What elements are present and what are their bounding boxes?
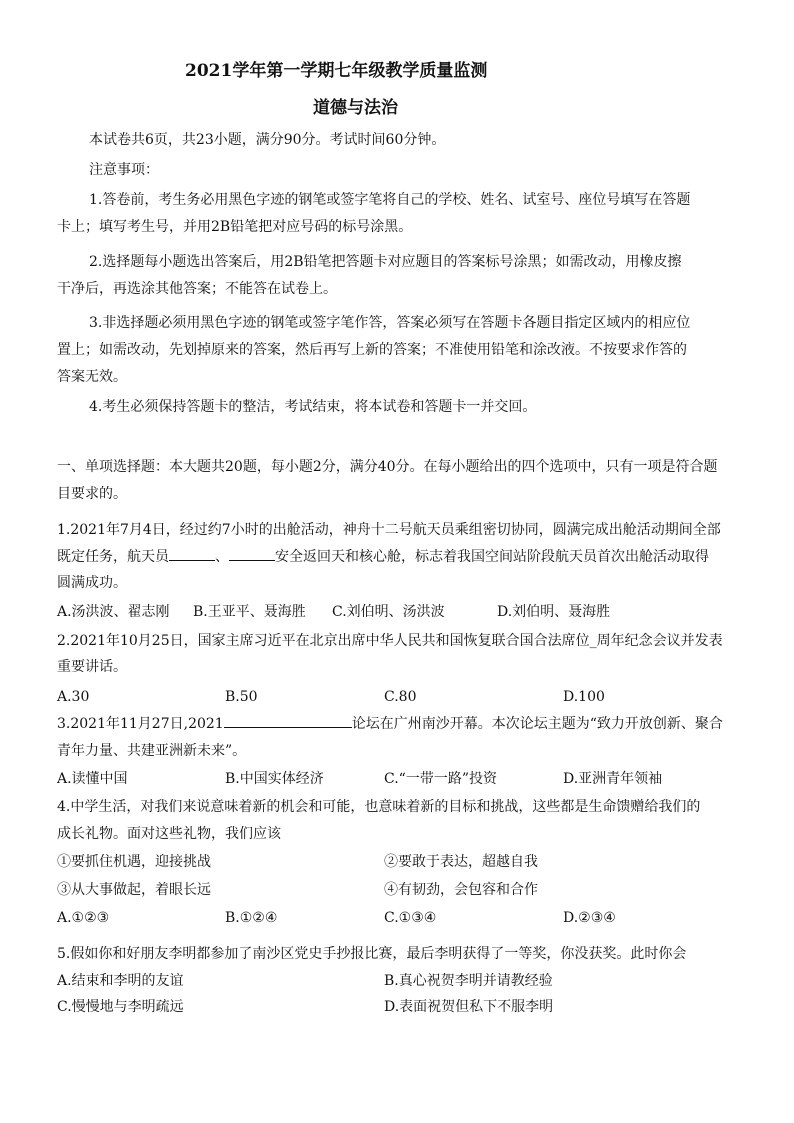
question-1-option-c: C.刘伯明、汤洪波 <box>332 604 445 620</box>
question-2-line-1: 2.2021年10月25日，国家主席习近平在北京出席中华人民共和国恢复联合国合法席位_周年纪念会议并发表 <box>57 633 723 649</box>
question-3-line-2: 青年力量、共建亚洲新未来”。 <box>57 743 247 759</box>
question-4-option-b: B.①②④ <box>225 910 278 926</box>
question-2-line-2: 重要讲话。 <box>57 659 127 675</box>
question-4-statement-3: ③从大事做起，着眼长远 <box>57 882 211 898</box>
question-1-option-b: B.王亚平、聂海胜 <box>193 604 306 620</box>
question-5-line-1: 5.假如你和好朋友李明都参加了南沙区党史手抄报比赛，最后李明获得了一等奖，你没获奖。此时你会 <box>57 946 687 962</box>
question-4-statement-1: ①要抓住机遇，迎接挑战 <box>57 854 211 870</box>
question-3-option-c: C.“一带一路”投资 <box>384 771 497 787</box>
question-4-line-2: 成长礼物。面对这些礼物，我们应该 <box>57 826 281 842</box>
question-5-option-c: C.慢慢地与李明疏远 <box>57 999 184 1015</box>
instructions-intro: 本试卷共6页，共23小题，满分90分。考试时间60分钟。 <box>89 132 446 148</box>
question-2-option-c: C.80 <box>384 689 417 705</box>
question-1-text-a: 既定任务，航天员 <box>57 549 169 565</box>
question-3-option-d: D.亚洲青年领袖 <box>563 771 663 787</box>
section-1-heading-line-2: 目要求的。 <box>57 486 127 502</box>
question-2-option-a: A.30 <box>57 689 90 705</box>
question-5-option-a: A.结束和李明的友谊 <box>57 973 184 989</box>
instruction-4: 4.考生必须保持答题卡的整洁，考试结束，将本试卷和答题卡一并交回。 <box>89 399 537 415</box>
answer-blank <box>224 727 352 728</box>
question-2-option-b: B.50 <box>225 689 258 705</box>
section-1-heading-line-1: 一、单项选择题：本大题共20题，每小题2分，满分40分。在每小题给出的四个选项中，只有一项是符合题 <box>57 459 718 475</box>
exam-title: 2021学年第一学期七年级教学质量监测 <box>185 61 488 81</box>
question-5-option-b: B.真心祝贺李明并请教经验 <box>384 973 553 989</box>
instruction-2-line-2: 干净后，再选涂其他答案；不能答在试卷上。 <box>57 281 337 297</box>
answer-blank <box>229 560 275 561</box>
instruction-2-line-1: 2.选择题每小题选出答案后，用2B铅笔把答题卡对应题目的答案标号涂黑；如需改动，用橡皮擦 <box>89 254 682 270</box>
question-2-option-d: D.100 <box>563 689 605 705</box>
question-3-text-b: 论坛在广州南沙开幕。本次论坛主题为“致力开放创新、聚合 <box>351 716 723 732</box>
question-4-statement-4: ④有韧劲，会包容和合作 <box>384 882 538 898</box>
question-3-option-b: B.中国实体经济 <box>225 771 324 787</box>
question-3-line-1 <box>57 714 723 734</box>
question-1-option-a: A.汤洪波、翟志刚 <box>57 604 170 620</box>
exam-subject: 道德与法治 <box>313 98 398 118</box>
question-1-separator: 、 <box>215 549 229 565</box>
answer-blank <box>169 560 215 561</box>
question-1-text-b: 安全返回天和核心舱，标志着我国空间站阶段航天员首次出舱活动取得 <box>275 549 709 565</box>
question-5-option-d: D.表面祝贺但私下不服李明 <box>384 999 554 1015</box>
question-1-option-d: D.刘伯明、聂海胜 <box>497 604 611 620</box>
instruction-3-line-2: 置上；如需改动，先划掉原来的答案，然后再写上新的答案；不准使用铅笔和涂改液。不按要求作答的 <box>57 342 687 358</box>
notice-label: 注意事项： <box>89 162 159 178</box>
question-1-line-1: 1.2021年7月4日，经过约7小时的出舱活动，神舟十二号航天员乘组密切协同，圆满完成出舱活动期间全部 <box>57 522 721 538</box>
question-4-option-a: A.①②③ <box>57 910 110 926</box>
instruction-1-line-2: 卡上；填写考生号，并用2B铅笔把对应号码的标号涂黑。 <box>57 219 413 235</box>
question-4-line-1: 4.中学生活，对我们来说意味着新的机会和可能，也意味着新的目标和挑战，这些都是生命馈赠给我们的 <box>57 799 701 815</box>
instruction-3-line-1: 3.非选择题必须用黑色字迹的钢笔或签字笔作答，答案必须写在答题卡各题目指定区域内的相应位 <box>89 315 691 331</box>
question-4-option-d: D.②③④ <box>563 910 616 926</box>
instruction-1-line-1: 1.答卷前，考生务必用黑色字迹的钢笔或签字笔将自己的学校、姓名、试室号、座位号填写在答题 <box>89 192 691 208</box>
instruction-3-line-3: 答案无效。 <box>57 369 127 385</box>
question-3-text-a: 3.2021年11月27日,2021 <box>57 716 224 732</box>
question-1-line-3: 圆满成功。 <box>57 575 127 591</box>
question-1-line-2 <box>57 547 709 567</box>
question-3-option-a: A.读懂中国 <box>57 771 128 787</box>
question-4-statement-2: ②要敢于表达，超越自我 <box>384 854 538 870</box>
question-4-option-c: C.①③④ <box>384 910 437 926</box>
